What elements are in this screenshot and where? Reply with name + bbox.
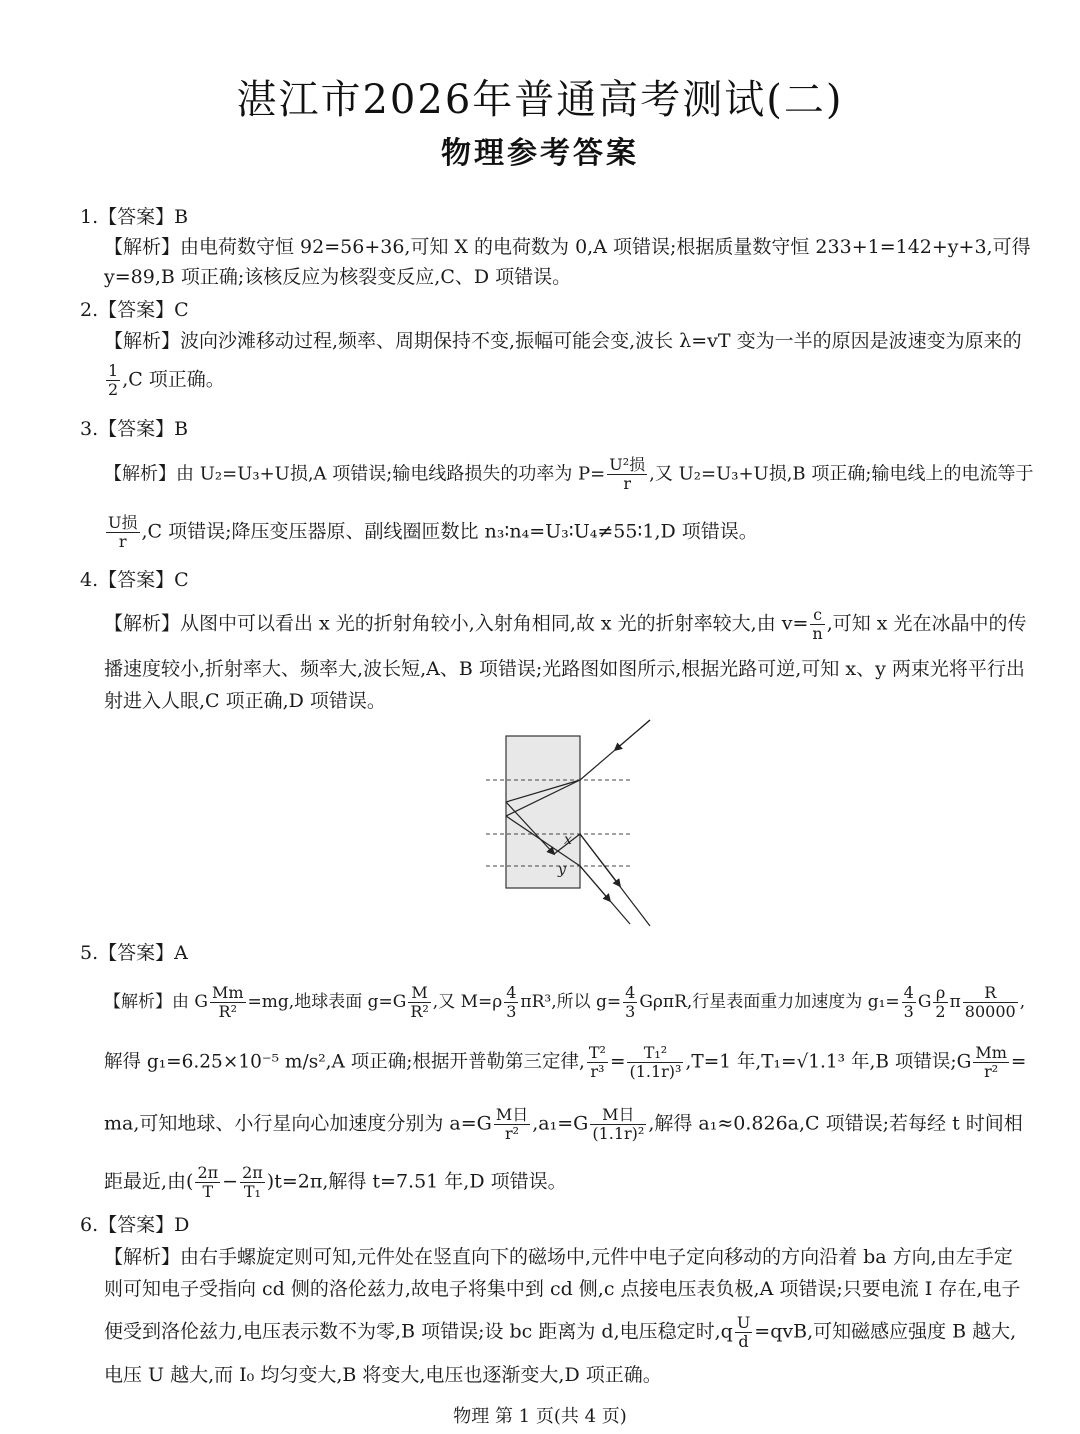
- q2-answer: 2.【答案】C: [80, 299, 189, 321]
- q4-explanation-line-2: 播速度较小,折射率大、频率大,波长短,A、B 项错误;光路图如图所示,根据光路可逆,可知 x、y 两束光将平行出: [104, 658, 1025, 680]
- q5-explanation-line-1: 【解析】由 G $\frac{Mm}{\text{R²}}$ =mg,地球表面 g=G $\frac{M}{\text{R²}}$ ,又 M=ρ $\frac{4}{3}$ πR³,所以 g= $\frac{4}{3}$ GρπR,行星表面重力加速度为 g₁= $\frac{4}{3}$ G $\frac{\rho}{2}$ π $\frac{R}{80000}$ ,: [104, 983, 1026, 1021]
- q2-fraction: $\frac{1}{2}$: [108, 361, 119, 399]
- q2-explanation-line-2: $\frac{1}{2}$ ,C 项正确。: [108, 361, 225, 399]
- q1-explanation-line-2: y=89,B 项正确;该核反应为核裂变反应,C、D 项错误。: [104, 266, 572, 288]
- q1-explanation-line-1: 【解析】由电荷数守恒 92=56+36,可知 X 的电荷数为 0,A 项错误;根据质量数守恒 233+1=142+y+3,可得: [104, 236, 1031, 258]
- q2-explanation-line-1: 【解析】波向沙滩移动过程,频率、周期保持不变,振幅可能会变,波长 λ=vT 变为一半的原因是波速变为原来的: [104, 330, 1022, 352]
- ice-crystal-block: [506, 736, 580, 888]
- label-y: y: [558, 862, 566, 878]
- q5-explanation-line-3: ma,可知地球、小行星向心加速度分别为 a=G $\frac{\text{M日}}{\text{r²}}$ ,a₁=G $\frac{\text{M日}}{\text{(1.1r)²}}$ ,解得 a₁≈0.826a,C 项错误;若每经 t 时间相: [104, 1105, 1023, 1143]
- q5-frac-8: $\frac{\text{T²}}{\text{r³}}$: [588, 1043, 606, 1081]
- q4-explanation-line-1: 【解析】从图中可以看出 x 光的折射角较小,入射角相同,故 x 光的折射率较大,由 v= $\frac{c}{n}$ ,可知 x 光在冰晶中的传: [104, 605, 1027, 643]
- q5-frac-3: $\frac{4}{3}$: [506, 983, 517, 1021]
- q6-answer: 6.【答案】D: [80, 1214, 190, 1236]
- q4-answer: 4.【答案】C: [80, 569, 189, 591]
- q4-speed-fraction: $\frac{c}{n}$: [812, 605, 823, 643]
- page-subtitle: 物理参考答案: [441, 136, 639, 171]
- q5-explanation-line-2: 解得 g₁=6.25×10⁻⁵ m/s²,A 项正确;根据开普勒第三定律, $\frac{\text{T²}}{\text{r³}}$ = $\frac{\text{T₁²}}{\text{(1.1r)³}}$ ,T=1 年,T₁=√1.1³ 年,B 项错误;G $\frac{Mm}{\text{r²}}$ =: [104, 1043, 1027, 1081]
- q6-explanation-line-4: 电压 U 越大,而 I₀ 均匀变大,B 将变大,电压也逐渐变大,D 项正确。: [104, 1364, 662, 1386]
- q6-explanation-line-1: 【解析】由右手螺旋定则可知,元件处在竖直向下的磁场中,元件中电子定向移动的方向沿着 ba 方向,由左手定: [104, 1246, 1013, 1268]
- q5-frac-1: $\frac{Mm}{\text{R²}}$: [211, 983, 244, 1021]
- q6-explanation-line-2: 则可知电子受指向 cd 侧的洛伦兹力,故电子将集中到 cd 侧,c 点接电压表负极,A 项错误;只要电流 I 存在,电子: [104, 1278, 1021, 1300]
- q6-explanation-line-3: 便受到洛伦兹力,电压表示数不为零,B 项错误;设 bc 距离为 d,电压稳定时,q $\frac{U}{d}$ =qvB,可知磁感应强度 B 越大,: [104, 1313, 1017, 1351]
- q6-voltage-fraction: $\frac{U}{d}$: [736, 1313, 751, 1351]
- q3-answer: 3.【答案】B: [80, 418, 189, 440]
- q4-explanation-line-3: 射进入人眼,C 项正确,D 项错误。: [104, 690, 386, 712]
- q5-frac-12: $\frac{\text{M日}}{\text{(1.1r)²}}$: [592, 1105, 645, 1143]
- incident-ray-arrow: [615, 720, 650, 750]
- exit-ray-y-arrow: [580, 866, 610, 901]
- q1-answer: 1.【答案】B: [80, 206, 189, 228]
- page-title: 湛江市2026年普通高考测试(二): [236, 77, 844, 123]
- q5-frac-4: $\frac{4}{3}$: [625, 983, 636, 1021]
- q3-explanation-line-2: $\frac{\text{U损}}{r}$ ,C 项错误;降压变压器原、副线圈匝数比 n₃∶n₄=U₃∶U₄≠55∶1,D 项错误。: [108, 513, 758, 551]
- q3-current-fraction: $\frac{\text{U损}}{r}$: [108, 513, 138, 551]
- page-footer: 物理 第 1 页(共 4 页): [453, 1406, 627, 1427]
- q5-frac-7: $\frac{R}{80000}$: [964, 983, 1016, 1021]
- q5-frac-11: $\frac{\text{M日}}{\text{r²}}$: [495, 1105, 529, 1143]
- exit-ray-x-arrow: [580, 834, 620, 886]
- q5-answer: 5.【答案】A: [80, 942, 188, 964]
- label-x: x: [564, 832, 572, 848]
- q5-explanation-line-4: 距最近,由( $\frac{2\pi}{T}$ − $\frac{2\pi}{\text{T₁}}$ )t=2π,解得 t=7.51 年,D 项错误。: [104, 1163, 567, 1201]
- q5-frac-6: $\frac{\rho}{2}$: [935, 983, 946, 1021]
- light-path-diagram: [470, 718, 670, 932]
- q5-frac-9: $\frac{\text{T₁²}}{\text{(1.1r)³}}$: [629, 1043, 682, 1081]
- q5-frac-10: $\frac{Mm}{\text{r²}}$: [975, 1043, 1007, 1081]
- q5-frac-13: $\frac{2\pi}{T}$: [197, 1163, 219, 1201]
- q5-frac-2: $\frac{M}{\text{R²}}$: [410, 983, 429, 1021]
- q5-frac-5: $\frac{4}{3}$: [903, 983, 914, 1021]
- q3-explanation-line-1: 【解析】由 U₂=U₃+U损,A 项错误;输电线路损失的功率为 P= $\frac{\text{U²损}}{r}$ ,又 U₂=U₃+U损,B 项正确;输电线上的电流等于: [104, 455, 1034, 493]
- q3-power-fraction: $\frac{\text{U²损}}{r}$: [609, 455, 646, 493]
- q5-frac-14: $\frac{2\pi}{\text{T₁}}$: [242, 1163, 263, 1201]
